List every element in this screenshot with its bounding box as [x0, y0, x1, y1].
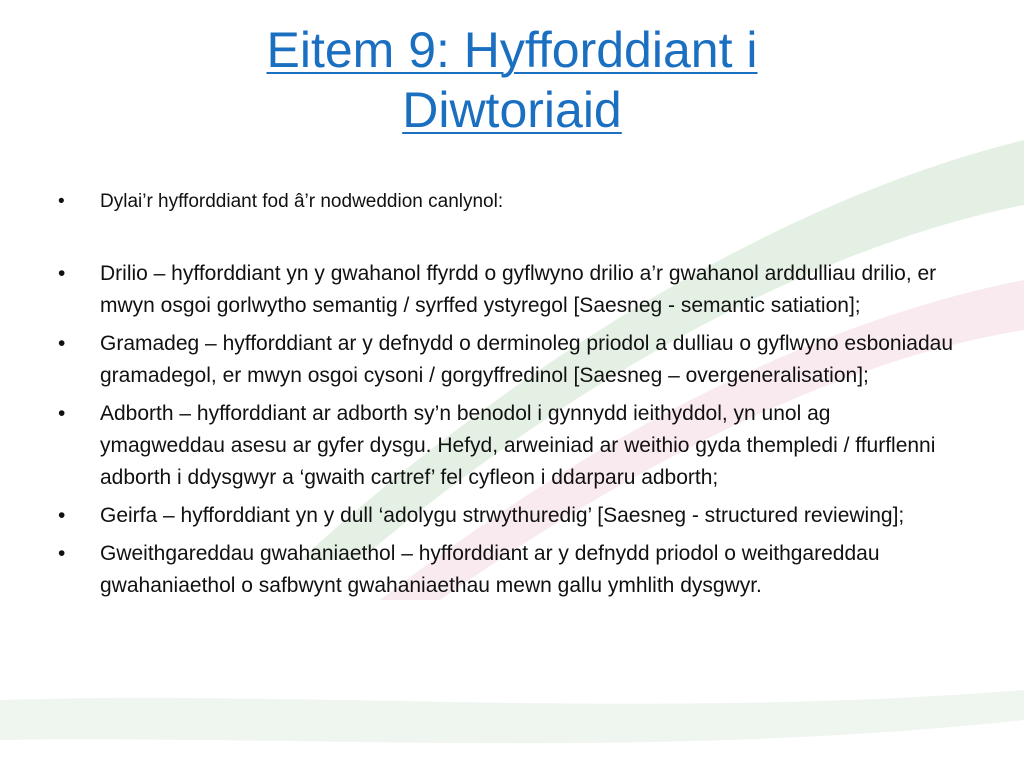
slide-title-line-2[interactable]: Diwtoriaid [402, 82, 622, 138]
swoosh-green-lower-band [0, 690, 1024, 743]
slide-title-line-1[interactable]: Eitem 9: Hyfforddiant i [266, 22, 758, 78]
bullet-item-gweithgareddau: • Gweithgareddau gwahaniaethol – hyfforddiant ar y defnydd priodol o weithgareddau gwahaniaethol o safbwynt gwahaniaethau mewn gallu ymhlith dysgwyr. [58, 538, 958, 602]
slide-title[interactable] [160, 20, 864, 140]
bullet-item-intro: • Dylai’r hyfforddiant fod â’r nodweddion canlynol: [58, 184, 958, 220]
bullet-list [58, 184, 958, 602]
bullet-item-drilio: • Drilio – hyfforddiant yn y gwahanol ffyrdd o gyflwyno drilio a’r gwahanol arddulliau drilio, er mwyn osgoi gorlwytho semantig / syrffed ystyregol [Saesneg - semantic satiation]; [58, 258, 958, 322]
bullet-item-adborth: • Adborth – hyfforddiant ar adborth sy’n benodol i gynnydd ieithyddol, yn unol ag ymagweddau asesu ar gyfer dysgu. Hefyd, arweiniad ar weithio gyda thempledi / ffurflenni adborth i ddysgwyr a ‘gwaith cartref’ fel cyfleon i ddarparu adborth; [58, 398, 958, 494]
bullet-item-gramadeg: • Gramadeg – hyfforddiant ar y defnydd o derminoleg priodol a dulliau o gyflwyno esboniadau gramadegol, er mwyn osgoi cysoni / gorgyffredinol [Saesneg – overgeneralisation]; [58, 328, 958, 392]
bullet-item-geirfa: • Geirfa – hyfforddiant yn y dull ‘adolygu strwythuredig’ [Saesneg - structured reviewing]; [58, 500, 958, 532]
